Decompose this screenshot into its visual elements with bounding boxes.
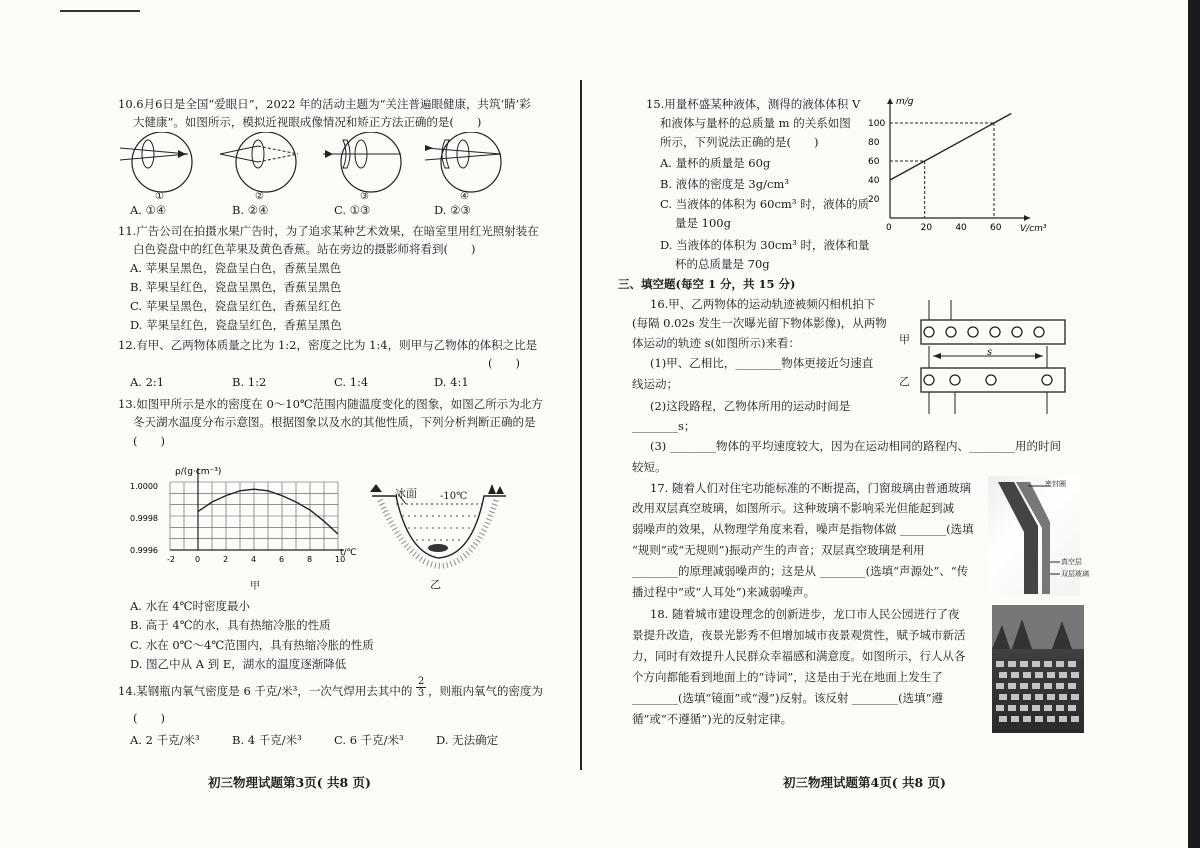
strobe-jia-dot	[968, 327, 978, 337]
page-fold-divider	[580, 80, 582, 770]
q16-part3-cont: 较短。	[632, 460, 667, 474]
strobe-yi-dots	[924, 375, 1052, 385]
strobe-yi-label: 乙	[899, 375, 910, 388]
park-floor-tile	[999, 672, 1007, 678]
eye-figure-1	[120, 132, 192, 192]
q18-line2: 景提升改造，夜景光影秀不但增加城市夜景观赏性，赋予城市新活	[632, 628, 966, 642]
density-x-tick-label: 6	[279, 555, 285, 564]
q10-option-c: C. ①③	[334, 203, 371, 217]
park-floor-tile	[1035, 694, 1043, 700]
park-floor-tile	[1020, 705, 1028, 711]
lake-temperature-figure	[368, 482, 510, 572]
park-floor-tile	[1044, 683, 1052, 689]
q14-fraction	[416, 676, 426, 699]
q15-option-b: B. 液体的密度是 3g/cm³	[660, 177, 789, 191]
fig-jia-label: 甲	[250, 581, 260, 592]
park-night-photo	[992, 605, 1084, 733]
park-floor-tile	[1023, 672, 1031, 678]
strobe-s-label: s	[987, 347, 993, 358]
q14-answer-paren: ( )	[133, 711, 165, 725]
park-floor-tile	[1008, 661, 1016, 667]
q16-part1-cont: 线运动；	[632, 377, 678, 391]
park-floor-tile	[1011, 716, 1019, 722]
strobe-yi-dot	[1042, 375, 1052, 385]
park-floor-tile	[1068, 705, 1076, 711]
q15-stem-line2: 和液体与量杯的总质量 m 的关系如图	[660, 116, 851, 130]
glass-label-vacuum: 真空层	[1061, 558, 1082, 566]
q14-option-d: D. 无法确定	[436, 733, 499, 747]
park-floor-tile	[1023, 716, 1031, 722]
fig-yi-label: 乙	[430, 578, 441, 591]
fig-label-2: ②	[255, 191, 264, 202]
q16-part2-cont: ________s；	[632, 419, 696, 433]
q10-option-a: A. ①④	[130, 203, 167, 217]
park-floor-tile	[1011, 694, 1019, 700]
park-floor-tile	[1059, 716, 1067, 722]
q13-stem-line2: 冬天湖水温度分布示意图。根据图象以及水的其他性质，下列分析判断正确的是	[133, 415, 536, 429]
park-floor-tile	[1020, 683, 1028, 689]
park-floor-tile	[1056, 705, 1064, 711]
glass-label-seal: 密封圈	[1045, 480, 1066, 488]
q16-part3: (3) ________物体的平均速度较大，因为在运动相同的路程内、________用的时间	[650, 439, 1061, 453]
fig-label-3: ③	[360, 191, 369, 202]
q12-option-d: D. 4:1	[434, 375, 469, 389]
strobe-jia-dot	[990, 327, 1000, 337]
density-y-tick-label: 1.0000	[130, 482, 158, 491]
q18-line4: 个方向都能看到地面上的“诗词”，这是由于光在地面上发生了	[632, 670, 943, 684]
park-floor-tile	[996, 705, 1004, 711]
q10-option-d: D. ②③	[434, 203, 471, 217]
q11-option-d: D. 苹果呈红色，瓷盘呈红色，香蕉呈黑色	[130, 318, 342, 332]
q13-option-a: A. 水在 4℃时密度最小	[130, 599, 250, 613]
q14-option-a: A. 2 千克/米³	[130, 733, 200, 747]
scan-dark-edge	[1188, 0, 1200, 848]
park-floor-tile	[996, 683, 1004, 689]
density-x-tick-label: 0	[195, 555, 201, 564]
q16-part1: (1)甲、乙相比，________物体更接近匀速直	[650, 356, 874, 370]
q12-option-c: C. 1:4	[334, 375, 369, 389]
density-chart-axes	[170, 468, 344, 550]
park-floor-tile	[1047, 694, 1055, 700]
mv-y-tick-label: 100	[868, 119, 886, 129]
park-floor-tile	[1032, 705, 1040, 711]
q16-part2: (2)这段路程，乙物体所用的运动时间是	[650, 399, 851, 413]
q10-stem-line1: 10.6月6日是全国“爱眼日”，2022 年的活动主题为“关注普遍眼健康，共筑‘睛’彩	[118, 97, 531, 111]
park-floor-tile	[1056, 683, 1064, 689]
park-floor-tile	[1044, 705, 1052, 711]
mass-volume-ticks	[868, 119, 1002, 233]
density-x-tick-label: 8	[307, 555, 313, 564]
fig-label-4: ④	[460, 191, 469, 202]
density-y-tick-label: 0.9996	[130, 546, 158, 555]
mv-x-tick-label: 20	[920, 223, 933, 233]
section-3-heading: 三、填空题(每空 1 分，共 15 分)	[618, 277, 796, 291]
park-floor-tile	[1023, 694, 1031, 700]
q11-option-b: B. 苹果呈红色，瓷盘呈黑色，香蕉呈黑色	[130, 280, 342, 294]
q13-option-c: C. 水在 0℃～4℃范围内，具有热缩冷胀的性质	[130, 638, 374, 652]
fig-label-1: ①	[155, 191, 164, 202]
q10-option-b: B. ②④	[232, 203, 269, 217]
q15-option-d-cont: 杯的总质量是 70g	[675, 257, 770, 271]
strobe-yi-dot	[950, 375, 960, 385]
q15-option-c-cont: 量是 100g	[675, 216, 731, 230]
q18-line3: 力，同时有效提升人民群众幸福感和满意度。如图所示，行人从各	[632, 649, 966, 663]
q12-stem: 12.有甲、乙两物体质量之比为 1:2，密度之比为 1:4，则甲与乙物体的体积之比是	[118, 338, 538, 352]
park-floor-tile	[1032, 661, 1040, 667]
mv-y-tick-label: 60	[868, 157, 880, 167]
mass-volume-guides	[890, 123, 994, 218]
density-y-tick-label: 0.9998	[130, 514, 158, 523]
q13-option-b: B. 高于 4℃的水，具有热缩冷胀的性质	[130, 618, 331, 632]
q18-line1: 18. 随着城市建设理念的创新进步，龙口市人民公园进行了夜	[650, 607, 960, 621]
mass-volume-axes	[887, 98, 1030, 221]
mass-volume-ylabel: m/g	[896, 97, 914, 107]
mv-y-tick-label: 40	[868, 176, 880, 186]
strobe-jia-dot	[946, 327, 956, 337]
park-floor-tile	[1047, 672, 1055, 678]
mass-volume-chart	[860, 90, 1050, 238]
park-floor-tile	[1032, 683, 1040, 689]
q13-option-d: D. 图乙中从 A 到 E，湖水的温度逐渐降低	[130, 657, 347, 671]
q17-line5: ________的原理减弱噪声的；这是从 ________(选填“声源处”、“传	[632, 564, 969, 578]
top-scan-mark	[60, 10, 140, 12]
density-chart-ticks	[130, 482, 345, 564]
park-floor-tiles	[996, 661, 1079, 722]
q14-stem-tail: ，则瓶内氧气的密度为	[428, 684, 543, 698]
park-floor-tile	[996, 661, 1004, 667]
q10-stem-line2: 大健康”。如图所示，模拟近视眼成像情况和矫正方法正确的是( )	[133, 115, 482, 129]
q12-option-a: A. 2:1	[130, 375, 165, 389]
park-floor-tile	[1056, 661, 1064, 667]
park-floor-tile	[999, 694, 1007, 700]
glass-label-double: 双层玻璃	[1061, 570, 1089, 578]
q11-option-c: C. 苹果呈黑色，瓷盘呈红色，香蕉呈红色	[130, 299, 342, 313]
density-x-tick-label: 4	[251, 555, 257, 564]
strobe-yi-dot	[924, 375, 934, 385]
q16-stem-line3: 体运动的轨迹 s(如图所示)来看：	[632, 336, 801, 350]
q14-fraction-num: 2	[417, 676, 425, 687]
q18-line5: ________(选填“镜面”或“漫”)反射。该反射 ________(选填“遵	[632, 691, 944, 705]
park-floor-tile	[1044, 661, 1052, 667]
density-chart-ylabel: ρ/(g·cm⁻³)	[175, 467, 222, 477]
q15-option-c: C. 当液体的体积为 60cm³ 时，液体的质	[660, 197, 870, 211]
strobe-jia-label: 甲	[899, 333, 910, 346]
mass-volume-xlabel: V/cm³	[1020, 224, 1047, 234]
q15-option-d: D. 当液体的体积为 30cm³ 时，液体和量	[660, 238, 870, 252]
q14-fraction-den: 3	[417, 688, 425, 699]
park-floor-tile	[1068, 661, 1076, 667]
q17-line3: 弱噪声的效果，从物理学角度来看，噪声是指物体做 ________(选填	[632, 522, 974, 536]
eye-figure-4	[425, 132, 501, 192]
q15-stem-line3: 所示，下列说法正确的是( )	[660, 135, 819, 149]
q14-stem: 14.某钢瓶内氧气密度是 6 千克/米³，一次气焊用去其中的	[118, 684, 413, 698]
park-floor-tile	[1071, 716, 1079, 722]
q17-line4: “规则”或“无规则”)振动产生的声音；双层真空玻璃是利用	[632, 543, 925, 557]
left-page-footer: 初三物理试题第3页( 共8 页)	[208, 775, 371, 790]
density-x-tick-label: 10	[335, 555, 346, 564]
density-x-tick-label: 2	[223, 555, 229, 564]
right-page-footer: 初三物理试题第4页( 共8 页)	[783, 775, 946, 790]
q11-stem-line2: 白色瓷盘中的红色苹果及黄色香蕉。站在旁边的摄影师将看到( )	[133, 242, 476, 256]
strobe-jia-dot	[1012, 327, 1022, 337]
park-floor-tile	[1059, 694, 1067, 700]
park-floor-tile	[1020, 661, 1028, 667]
mv-x-tick-label: 60	[990, 223, 1002, 233]
q14-option-b: B. 4 千克/米³	[232, 733, 302, 747]
strobe-jia-dots	[924, 327, 1044, 337]
double-glass-illustration	[988, 476, 1080, 596]
mv-x-tick-label: 40	[955, 223, 967, 233]
park-floor-tile	[1008, 705, 1016, 711]
water-density-chart	[130, 458, 360, 588]
park-photo-illustration	[992, 605, 1084, 733]
air-temp-label: -10℃	[440, 491, 468, 502]
park-floor-tile	[1059, 672, 1067, 678]
park-floor-tile	[1008, 683, 1016, 689]
eye-lens-figures	[118, 132, 508, 204]
q16-stem-line1: 16.甲、乙两物体的运动轨迹被频闪相机拍下	[650, 297, 876, 311]
eye-figure-3	[323, 132, 401, 192]
q17-line2: 改用双层真空玻璃，如图所示。这种玻璃不影响采光但能起到减	[632, 501, 954, 515]
mv-x-arrow	[1024, 215, 1030, 221]
q15-option-a: A. 量杯的质量是 60g	[660, 156, 771, 170]
strobe-yi-dot	[986, 375, 996, 385]
strobe-jia-dot	[1034, 327, 1044, 337]
mv-y-tick-label: 80	[868, 138, 880, 148]
double-glass-photo	[988, 476, 1080, 596]
park-floor-tile	[1035, 672, 1043, 678]
q18-line6: 循”或“不遵循”)光的反射定律。	[632, 712, 793, 726]
q14-option-c: C. 6 千克/米³	[334, 733, 404, 747]
q16-stem-line2: (每隔 0.02s 发生一次曝光留下物体影像)，从两物	[632, 316, 887, 330]
q13-stem-line1: 13.如图甲所示是水的密度在 0～10℃范围内随温度变化的图象，如图乙所示为北方	[118, 397, 543, 411]
q13-answer-paren: ( )	[133, 434, 165, 448]
density-chart-grid	[170, 482, 338, 550]
eye-figure-2	[220, 132, 298, 192]
density-x-tick-label: -2	[167, 555, 175, 564]
q12-option-b: B. 1:2	[232, 375, 267, 389]
q11-option-a: A. 苹果呈黑色，瓷盘呈白色，香蕉呈黑色	[130, 261, 342, 275]
q11-stem-line1: 11.广告公司在拍摄水果广告时，为了追求某种艺术效果，在暗室里用红光照射装在	[118, 224, 539, 238]
q12-answer-paren: ( )	[488, 356, 520, 370]
park-floor-tile	[1047, 716, 1055, 722]
q17-line6: 播过程中”或“人耳处”)来减弱噪声。	[632, 585, 816, 599]
mv-y-tick-label: 20	[868, 195, 880, 205]
park-floor-tile	[1071, 694, 1079, 700]
mv-x-tick-label: 0	[886, 223, 892, 233]
q17-line1: 17. 随着人们对住宅功能标准的不断提高，门窗玻璃由普通玻璃	[650, 481, 971, 495]
park-floor-tile	[1035, 716, 1043, 722]
q15-stem-line1: 15.用量杯盛某种液体，测得的液体体积 V	[646, 97, 861, 111]
mv-y-arrow	[887, 98, 893, 104]
density-chart-xlabel: t/℃	[340, 548, 357, 558]
park-floor-tile	[1071, 672, 1079, 678]
strobe-jia-dot	[924, 327, 934, 337]
park-floor-tile	[1068, 683, 1076, 689]
park-floor-tile	[1011, 672, 1019, 678]
ice-surface-label: 冰面	[395, 487, 417, 500]
park-floor-tile	[999, 716, 1007, 722]
